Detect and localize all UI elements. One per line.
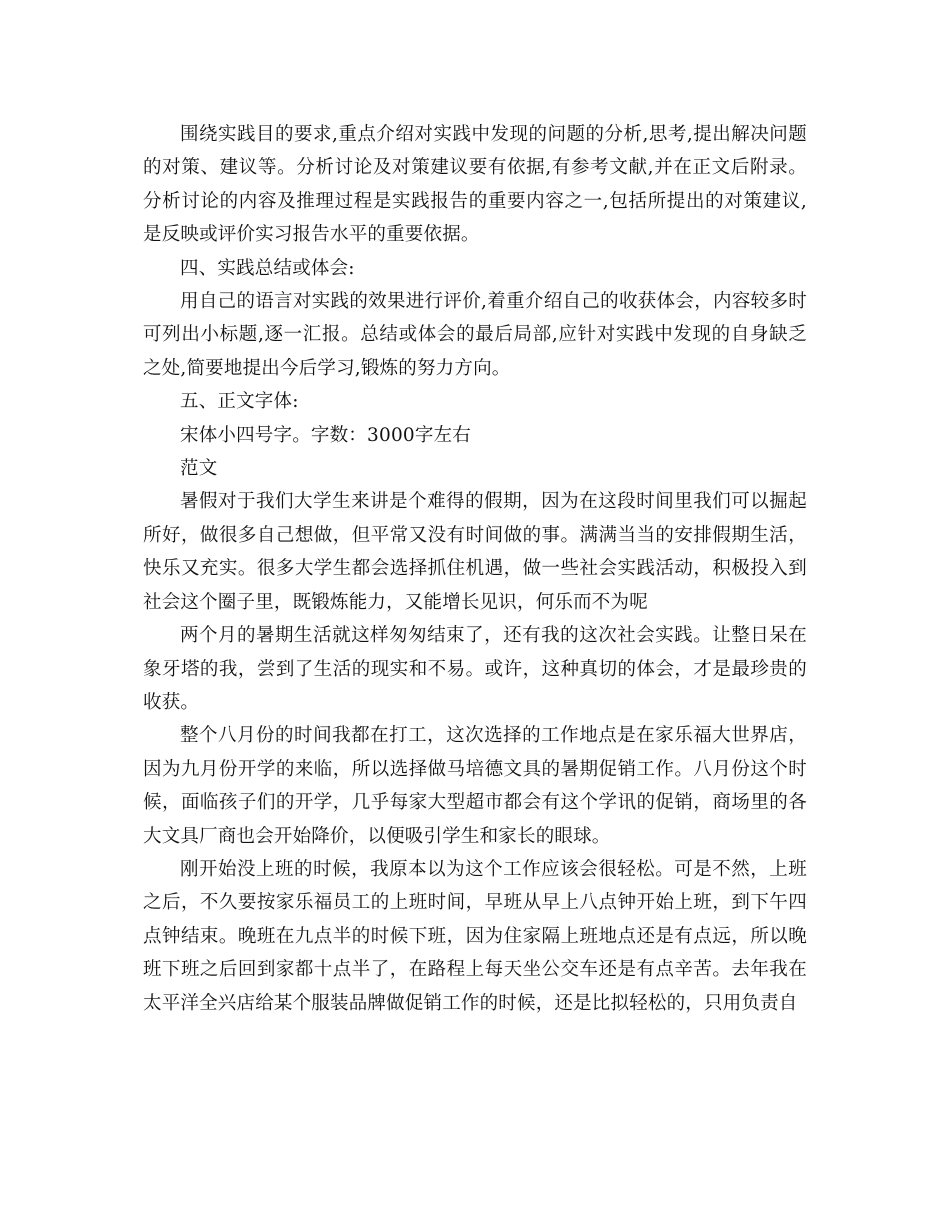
heading-summary: 四、实践总结或体会:: [180, 257, 355, 279]
document-body: [143, 118, 807, 1020]
paragraph-two-months: 两个月的暑期生活就这样匆匆结束了，还有我的这次社会实践。让整日呆在象牙塔的我，尝到了生活的现实和不易。或许，这种真切的体会，才是最珍贵的收获。: [143, 625, 807, 713]
paragraph-august-work: 整个八月份的时间我都在打工，这次选择的工作地点是在家乐福大世界店，因为九月份开学的来临，所以选择做马培德文具的暑期促销工作。八月份这个时候，面临孩子们的开学，几乎每家大型超市都会有这个学讯的促销，商场里的各大文具厂商也会开始降价，以便吸引学生和家长的眼球。: [143, 725, 807, 847]
paragraph-summary: 用自己的语言对实践的效果进行评价,着重介绍自己的收获体会，内容较多时可列出小标题,逐一汇报。总结或体会的最后局部,应针对实践中发现的自身缺乏之处,简要地提出今后学习,锻炼的努力方向。: [143, 291, 807, 379]
heading-sample: 范文: [180, 458, 218, 480]
paragraph-vacation: 暑假对于我们大学生来讲是个难得的假期，因为在这段时间里我们可以掘起所好，做很多自己想做，但平常又没有时间做的事。满满当当的安排假期生活，快乐又充实。很多大学生都会选择抓住机遇，做一些社会实践活动，积极投入到社会这个圈子里，既锻炼能力，又能增长见识，何乐而不为呢: [143, 491, 807, 613]
heading-font: 五、正文字体:: [180, 391, 299, 413]
paragraph-first-days: 刚开始没上班的时候，我原本以为这个工作应该会很轻松。可是不然，上班之后，不久要按家乐福员工的上班时间，早班从早上八点钟开始上班，到下午四点钟结束。晚班在九点半的时候下班，因为住家隔上班地点还是有点远，所以晚班下班之后回到家都十点半了，在路程上每天坐公交车还是有点辛苦。去年我在太平洋全兴店给某个服装品牌做促销工作的时候，还是比拟轻松的，只用负责自: [143, 858, 807, 1014]
paragraph-analysis: 围绕实践目的要求,重点介绍对实践中发现的问题的分析,思考,提出解决问题的对策、建议等。分析讨论及对策建议要有依据,有参考文献,并在正文后附录。分析讨论的内容及推理过程是实践报告的重要内容之一,包括所提出的对策建议,是反映或评价实习报告水平的重要依据。: [143, 124, 807, 246]
paragraph-font-spec: 宋体小四号字。字数：3000字左右: [180, 424, 471, 446]
